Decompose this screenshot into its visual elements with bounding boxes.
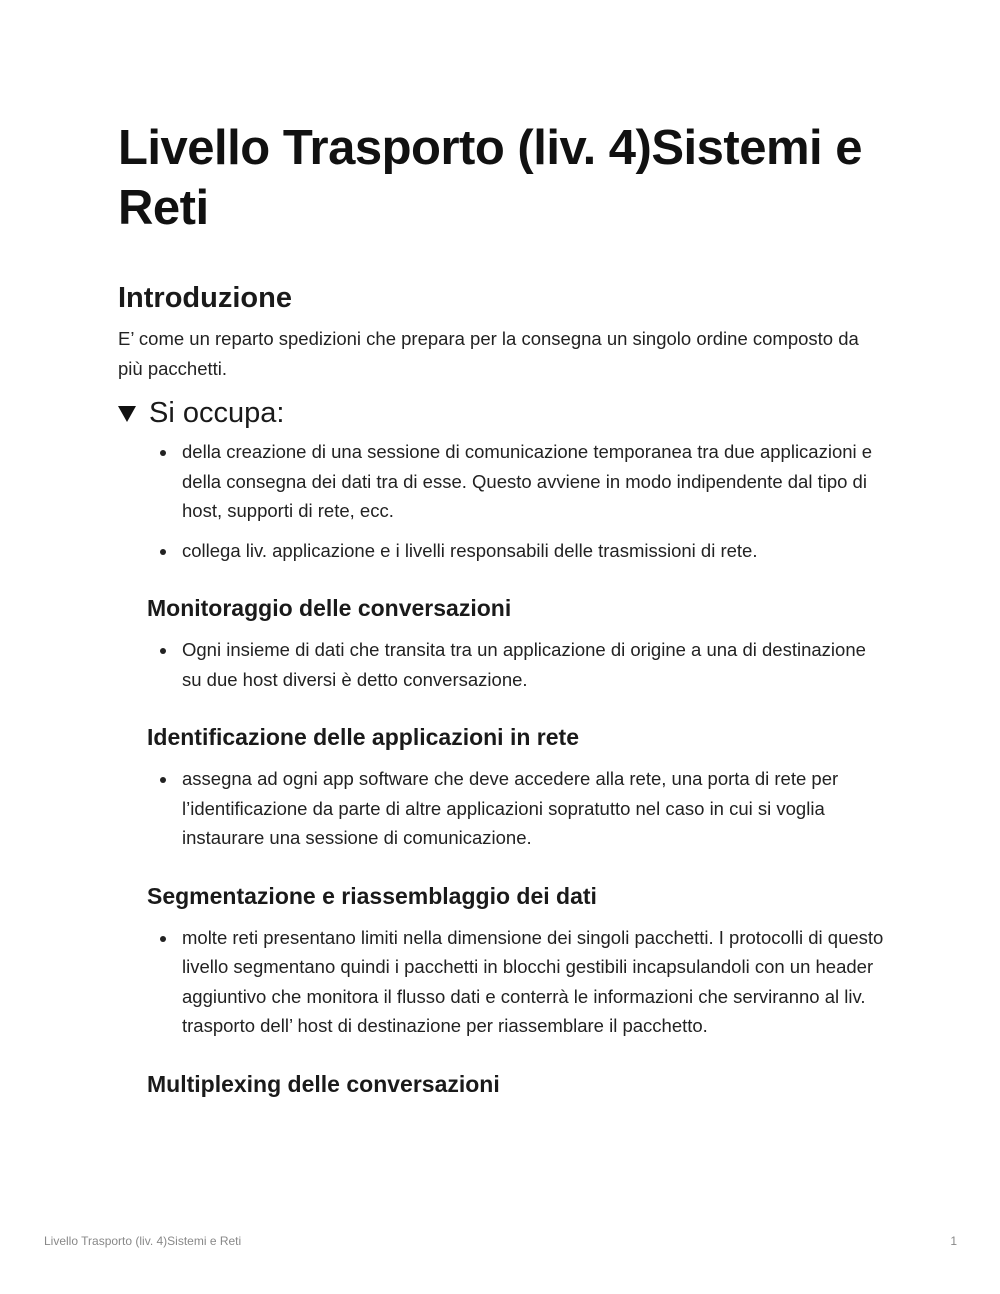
list-item: Ogni insieme di dati che transita tra un applicazione di origine a una di destinazione su due host diversi è detto conversazione. [147, 635, 888, 694]
list-item: molte reti presentano limiti nella dimensione dei singoli pacchetti. I protocolli di questo livello segmentano quindi i pacchetti in blocchi gestibili incapsulandoli con un header aggiuntivo che monitora il flusso dati e conterrà le informazioni che serviranno al liv. trasporto dell’ host di destinazione per riassemblare il pacchetto. [147, 923, 888, 1041]
section-heading: Monitoraggio delle conversazioni [147, 595, 512, 621]
section-multiplexing [147, 1069, 888, 1099]
section-heading: Segmentazione e riassemblaggio dei dati [147, 882, 597, 909]
triangle-down-icon[interactable] [118, 406, 136, 422]
toggle-heading: Si occupa: [149, 397, 285, 429]
list-item: collega liv. applicazione e i livelli responsabili delle trasmissioni di rete. [147, 536, 888, 566]
section-monitoring [147, 593, 888, 694]
toggle-header[interactable] [118, 395, 888, 431]
document-title: Livello Trasporto (liv. 4)Sistemi e Reti [118, 121, 863, 235]
bullet-list [147, 923, 888, 1041]
bullet-list [147, 635, 888, 694]
section-heading: Identificazione delle applicazioni in rete [147, 724, 579, 750]
footer-title: Livello Trasporto (liv. 4)Sistemi e Reti [44, 1234, 242, 1248]
list-item: della creazione di una sessione di comunicazione temporanea tra due applicazioni e della consegna dei dati tra di esse. Questo avviene in modo indipendente dal tipo di host, supporti di rete, ecc. [147, 437, 888, 526]
section-identification [147, 722, 888, 853]
section-heading: Multiplexing delle conversazioni [147, 1070, 500, 1097]
bullet-list [147, 437, 888, 565]
page-footer [44, 1234, 957, 1248]
bullet-list [147, 764, 888, 853]
introduction-heading: Introduzione [118, 282, 292, 314]
toggle-content [118, 437, 888, 1099]
introduction-text: E’ come un reparto spedizioni che prepara per la consegna un singolo ordine composto da più pacchetti. [118, 328, 859, 379]
list-item: assegna ad ogni app software che deve accedere alla rete, una porta di rete per l’identificazione da parte di altre applicazioni sopratutto nel caso in cui si voglia instaurare una sessione di comunicazione. [147, 764, 888, 853]
page-number: 1 [950, 1234, 957, 1248]
section-segmentation [147, 881, 888, 1041]
document-page [118, 118, 888, 1099]
